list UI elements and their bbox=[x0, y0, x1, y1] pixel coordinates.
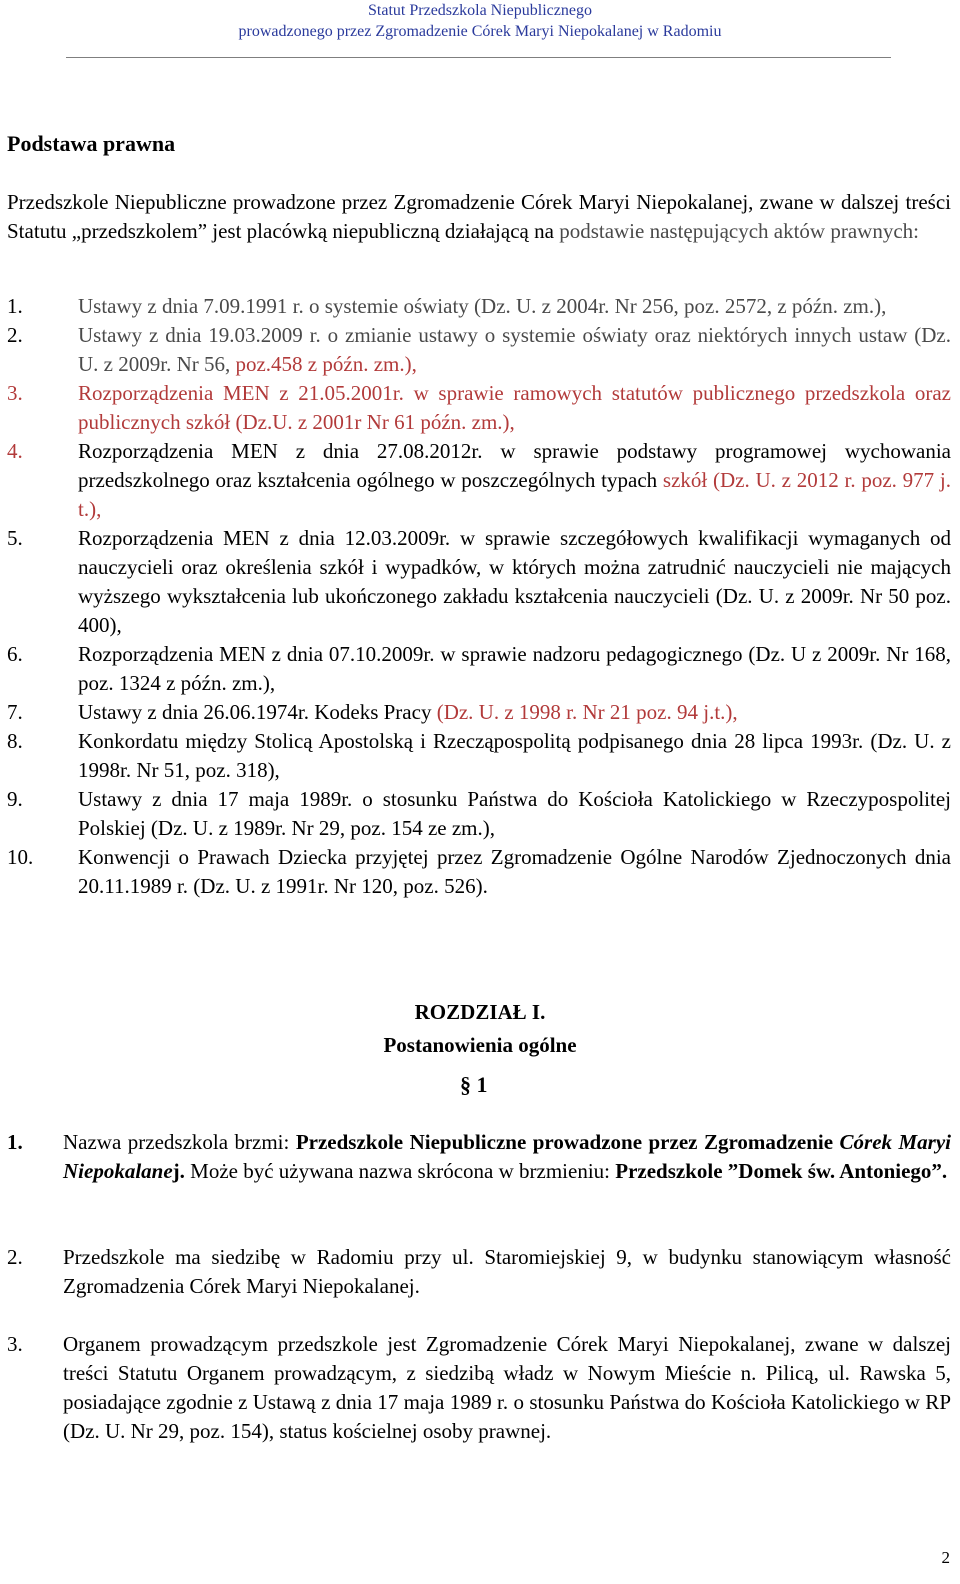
list-item bbox=[7, 524, 951, 640]
list-item bbox=[7, 727, 951, 785]
list-item bbox=[7, 321, 951, 379]
list-item bbox=[7, 785, 951, 843]
item-text-bold: Przedszkole ”Domek św. Antoniego”. bbox=[615, 1159, 948, 1183]
list-item-number: 8. bbox=[7, 729, 23, 753]
item-text: Organem prowadzącym przedszkole jest Zgromadzenie Córek Maryi Niepokalanej, zwane w dalszej treści Statutu Organem prowadzącym, z siedzibą władz w Nowym Mieście n. Pilicą, ul. Rawska 5, posiadające zgodnie z Ustawą z dnia 17 maja 1989 r. o stosunku Państwa do Kościoła Katolickiego w RP (Dz. U. Nr 29, poz. 154), status kościelnej osoby prawnej. bbox=[63, 1332, 951, 1443]
item-text-plain: Może być używana nazwa skrócona w brzmieniu: bbox=[184, 1159, 616, 1183]
list-item-text: Ustawy z dnia 19.03.2009 r. o zmianie ustawy o systemie oświaty oraz niektórych innych ustaw (Dz. U. z 2009r. Nr 56, bbox=[78, 323, 951, 376]
list-item bbox=[7, 437, 951, 524]
item-number: 1. bbox=[7, 1130, 23, 1154]
header-line-2: prowadzonego przez Zgromadzenie Córek Maryi Niepokalanej w Radomiu bbox=[238, 23, 722, 40]
list-item-number: 9. bbox=[7, 787, 23, 811]
intro-text-1: Przedszkole Niepubliczne prowadzone przez Zgromadzenie Córek Maryi Niepokalanej, zwane w dalszej treści Statutu „przedszkolem” jest placówką niepubliczną działającą na bbox=[7, 190, 951, 243]
numbered-item bbox=[7, 1128, 951, 1186]
list-item-number: 10. bbox=[7, 845, 34, 869]
list-item-text: Rozporządzenia MEN z 21.05.2001r. w sprawie ramowych statutów publicznego przedszkola oraz publicznych szkół (Dz.U. z 2001r Nr 61 późn. zm.), bbox=[78, 381, 951, 434]
list-item bbox=[7, 379, 951, 437]
list-item-text: Rozporządzenia MEN z dnia 27.08.2012r. w sprawie podstawy programowej wychowania przedszkolnego oraz kształcenia ogólnego w poszczególnych typach bbox=[78, 439, 951, 492]
list-item-text: Rozporządzenia MEN z dnia 12.03.2009r. w sprawie szczegółowych kwalifikacji wymaganych od nauczycieli oraz określenia szkół i wypadków, w których można zatrudnić nauczycieli nie mających wyższego wykształcenia lub ukończonego zakładu kształcenia nauczycieli (Dz. U. z 2009r. Nr 50 poz. 400), bbox=[78, 526, 951, 637]
list-item-number: 6. bbox=[7, 642, 23, 666]
list-item-text: Ustawy z dnia 17 maja 1989r. o stosunku Państwa do Kościoła Katolickiego w Rzeczypospolitej Polskiej (Dz. U. z 1989r. Nr 29, poz. 154 ze zm.), bbox=[78, 787, 951, 840]
list-item-text: Ustawy z dnia 7.09.1991 r. o systemie oświaty (Dz. U. z 2004r. Nr 256, poz. 2572, z późn. zm.), bbox=[78, 294, 887, 318]
legal-basis-list bbox=[7, 292, 951, 901]
item-text: Przedszkole ma siedzibę w Radomiu przy ul. Staromiejskiej 9, w budynku stanowiącym własność Zgromadzenia Córek Maryi Niepokalanej. bbox=[63, 1245, 951, 1298]
list-item-text: Konkordatu między Stolicą Apostolską i Rzecząpospolitą podpisanego dnia 28 lipca 1993r. (Dz. U. z 1998r. Nr 51, poz. 318), bbox=[78, 729, 951, 782]
intro-paragraph bbox=[7, 188, 951, 246]
list-item-text-highlight: poz.458 z późn. zm.), bbox=[235, 352, 417, 376]
list-item bbox=[7, 843, 951, 901]
item-text-plain: Nazwa przedszkola brzmi: bbox=[63, 1130, 296, 1154]
list-item-number: 5. bbox=[7, 526, 23, 550]
chapter-title: ROZDZIAŁ I. bbox=[414, 1000, 546, 1024]
header-divider bbox=[66, 57, 891, 58]
numbered-item bbox=[7, 1330, 951, 1446]
header-line-1: Statut Przedszkola Niepublicznego bbox=[368, 2, 592, 19]
list-item-text-highlight: (Dz. U. z 1998 r. Nr 21 poz. 94 j.t.), bbox=[436, 700, 738, 724]
chapter-subtitle: Postanowienia ogólne bbox=[383, 1033, 577, 1057]
running-header bbox=[0, 0, 960, 42]
item-text bbox=[63, 1128, 951, 1186]
list-item-number: 2. bbox=[7, 323, 23, 347]
paragraph-sign: § 1 bbox=[460, 1072, 488, 1097]
item-text-bold: j. bbox=[172, 1159, 185, 1183]
list-item bbox=[7, 640, 951, 698]
list-item-text: Rozporządzenia MEN z dnia 07.10.2009r. w sprawie nadzoru pedagogicznego (Dz. U z 2009r. Nr 168, poz. 1324 z późn. zm.), bbox=[78, 642, 951, 695]
list-item-text: Konwencji o Prawach Dziecka przyjętej przez Zgromadzenie Ogólne Narodów Zjednoczonych dnia 20.11.1989 r. (Dz. U. z 1991r. Nr 120, poz. 526). bbox=[78, 845, 951, 898]
list-item-text-highlight: szkół (Dz. U. z 2012 r. poz. 977 j. t.), bbox=[78, 468, 951, 521]
item-text-bold: Przedszkole Niepubliczne prowadzone przez Zgromadzenie bbox=[295, 1130, 840, 1154]
section-heading: Podstawa prawna bbox=[7, 131, 176, 156]
list-item-number: 3. bbox=[7, 381, 23, 405]
item-number: 3. bbox=[7, 1332, 23, 1356]
intro-text-2: podstawie następujących aktów prawnych: bbox=[559, 219, 919, 243]
list-item-number: 4. bbox=[7, 439, 23, 463]
page-number: 2 bbox=[941, 1548, 950, 1567]
item-text-bold-italic: Córek Maryi Niepokalane bbox=[63, 1130, 952, 1183]
numbered-item bbox=[7, 1243, 951, 1301]
list-item bbox=[7, 292, 951, 321]
list-item bbox=[7, 698, 951, 727]
list-item-number: 7. bbox=[7, 700, 23, 724]
list-item-number: 1. bbox=[7, 294, 23, 318]
list-item-text: Ustawy z dnia 26.06.1974r. Kodeks Pracy bbox=[78, 700, 437, 724]
item-number: 2. bbox=[7, 1245, 23, 1269]
